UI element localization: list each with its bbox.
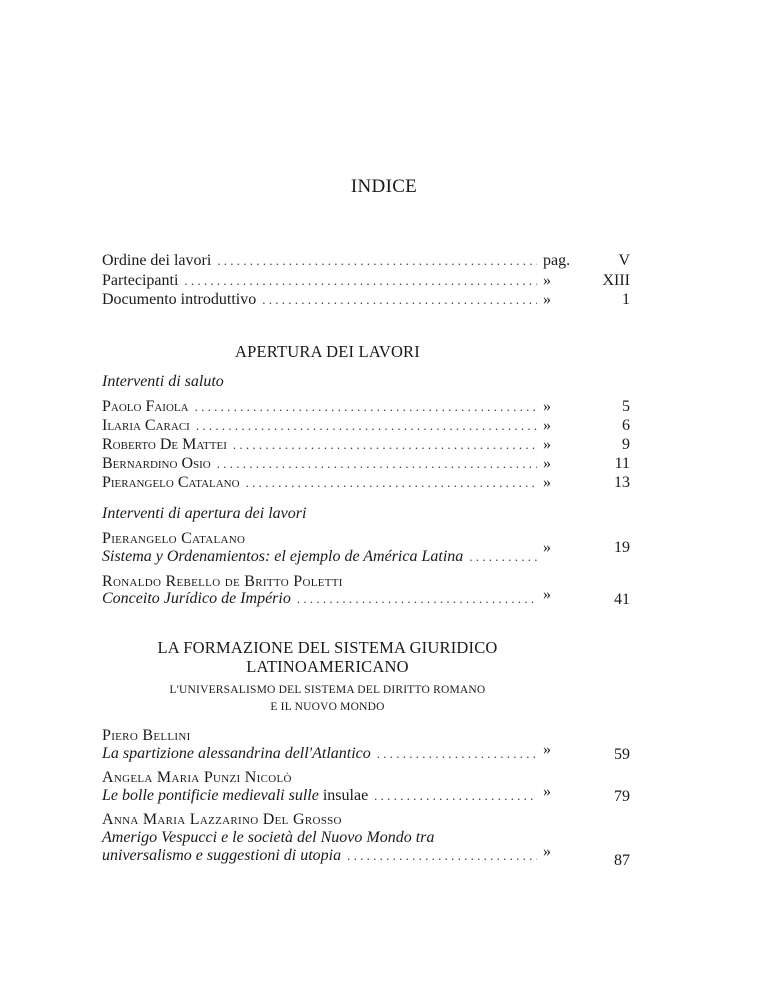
toc-entry — [102, 843, 557, 866]
page-number: XIII — [602, 272, 630, 289]
page-number: 13 — [614, 474, 630, 491]
entry-title-roman: insulae — [318, 787, 369, 804]
toc-entry — [102, 473, 557, 493]
entry-title: Amerigo Vespucci e le società del Nuovo Mondo tra — [102, 829, 435, 846]
page-marker: » — [543, 272, 551, 289]
page-marker: » — [543, 398, 551, 415]
entry-author: Bernardino Osio — [102, 455, 211, 472]
page-marker: » — [543, 843, 551, 860]
page-number: 11 — [614, 455, 630, 472]
entry-label: Ordine dei lavori — [102, 252, 212, 269]
page-number: 79 — [614, 788, 630, 805]
entry-title: Conceito Jurídico de Império — [102, 590, 291, 607]
page-number: 1 — [622, 291, 630, 308]
toc-entry — [102, 251, 571, 271]
entry-author: Ronaldo Rebello de Britto Poletti — [102, 573, 343, 590]
toc-entry — [102, 397, 557, 417]
entry-author: Pierangelo Catalano — [102, 474, 240, 491]
group-label: Interventi di apertura dei lavori — [102, 505, 307, 522]
entry-title-line2: universalismo e suggestioni di utopia — [102, 847, 342, 864]
page-number: 5 — [622, 398, 630, 415]
section-title: APERTURA DEI LAVORI — [235, 342, 420, 361]
entry-author: Paolo Faiola — [102, 398, 189, 415]
page-marker: » — [543, 586, 551, 603]
toc-entry — [102, 271, 557, 291]
toc-entry — [102, 539, 557, 567]
page-number: V — [618, 252, 630, 269]
page-number: 59 — [614, 746, 630, 763]
entry-author: Ilaria Caraci — [102, 417, 190, 434]
dot-leader — [347, 846, 537, 866]
section-subtitle-line2: E IL NUOVO MONDO — [270, 701, 385, 713]
page-marker: » — [543, 783, 551, 800]
page-marker: » — [543, 741, 551, 758]
page-number: 19 — [614, 539, 630, 556]
dot-leader — [377, 744, 537, 764]
dot-leader — [217, 454, 537, 474]
dot-leader — [262, 290, 537, 310]
entry-author: Roberto De Mattei — [102, 436, 227, 453]
toc-entry — [102, 586, 557, 609]
page-marker: » — [543, 455, 551, 472]
dot-leader — [374, 786, 537, 806]
toc-entry — [102, 454, 557, 474]
dot-leader — [469, 547, 537, 567]
dot-leader — [233, 435, 537, 455]
toc-entry — [102, 416, 557, 436]
dot-leader — [196, 416, 537, 436]
section-title: LA FORMAZIONE DEL SISTEMA GIURIDICO — [157, 638, 498, 657]
entry-author: Pierangelo Catalano — [102, 530, 246, 547]
page-number: 41 — [614, 591, 630, 608]
entry-label: Documento introduttivo — [102, 291, 257, 308]
toc-entry — [102, 783, 557, 806]
toc-entry — [102, 741, 557, 764]
page-marker: pag. — [543, 252, 571, 269]
page-marker: » — [543, 474, 551, 491]
section-title-line2: LATINOAMERICANO — [246, 657, 409, 676]
dot-leader — [184, 271, 537, 291]
page-number: 9 — [622, 436, 630, 453]
entry-author: Angela Maria Punzi Nicolò — [102, 769, 292, 786]
page-title: INDICE — [350, 176, 418, 197]
group-label: Interventi di saluto — [102, 373, 224, 390]
section-subtitle: L'UNIVERSALISMO DEL SISTEMA DEL DIRITTO ROMANO — [169, 684, 486, 696]
page-number: 6 — [622, 417, 630, 434]
toc-entry — [102, 290, 557, 310]
dot-leader — [195, 397, 537, 417]
entry-title-italic: Le bolle pontificie medievali sulle — [102, 787, 319, 804]
page-number: 87 — [614, 852, 630, 869]
dot-leader — [217, 251, 537, 271]
page-marker: » — [543, 436, 551, 453]
dot-leader — [297, 589, 537, 609]
dot-leader — [246, 473, 537, 493]
toc-entry — [102, 435, 557, 455]
entry-label: Partecipanti — [102, 272, 179, 289]
entry-author: Anna Maria Lazzarino Del Grosso — [102, 811, 342, 828]
entry-author: Piero Bellini — [102, 727, 191, 744]
page-marker: » — [543, 291, 551, 308]
entry-title: Sistema y Ordenamientos: el ejemplo de América Latina — [102, 548, 464, 565]
page-marker: » — [543, 417, 551, 434]
entry-title: La spartizione alessandrina dell'Atlantico — [102, 745, 371, 762]
entry-title — [102, 786, 368, 806]
page-marker: » — [543, 539, 551, 556]
